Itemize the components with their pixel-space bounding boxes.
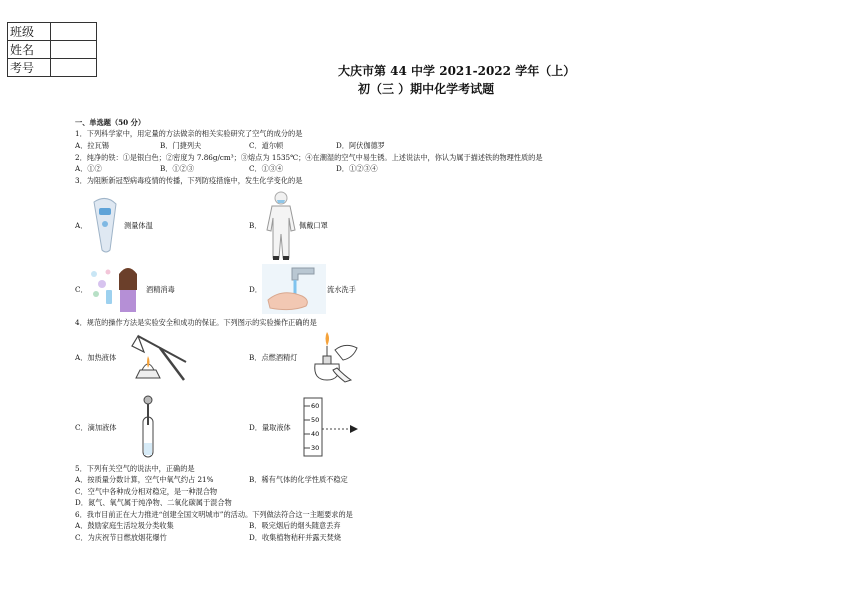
q2-option-a: A．①②	[75, 164, 102, 173]
cylinder-tick-60: 60	[311, 402, 320, 410]
q2-option-b: B．①②③	[160, 164, 195, 173]
info-row	[8, 59, 97, 77]
cylinder-tick-30: 30	[311, 444, 320, 452]
q4-option-a: A．加热液体	[75, 353, 117, 362]
cylinder-tick-40: 40	[311, 430, 320, 438]
alcohol-spray-icon	[86, 264, 144, 314]
q6-option-b: B．吸完烟后的烟头随意丢弃	[249, 521, 341, 530]
protective-suit-icon	[264, 190, 298, 262]
q6-option-c: C．为庆祝节日燃放烟花爆竹	[75, 533, 167, 542]
name-label: 姓名	[8, 41, 51, 59]
exam-number-label: 考号	[8, 59, 51, 77]
q6-option-d: D．收集植物秸秆并露天焚烧	[249, 533, 342, 542]
q2-stem: 2．纯净的铁：①是银白色；②密度为 7.86g/cm³；③熔点为 1535℃；④在潮湿的空气中易生锈。上述说法中，你认为属于描述铁的物理性质的是	[75, 153, 543, 162]
class-label: 班级	[8, 23, 51, 41]
cylinder-tick-50: 50	[311, 416, 320, 424]
q3-option-a-text: 测量体温	[124, 221, 153, 230]
student-info-table	[7, 22, 97, 77]
q1-option-d: D．阿伏伽德罗	[336, 141, 385, 150]
q4-stem: 4．规范的操作方法是实验安全和成功的保证。下列图示的实验操作正确的是	[75, 318, 317, 327]
alcohol-lamp-lighting-illustration	[305, 328, 363, 384]
q3-option-a-letter: A．	[75, 221, 88, 230]
hand-washing-icon	[262, 264, 326, 314]
q3-option-d-text: 流水洗手	[327, 285, 356, 294]
q2-option-d: D．①②③④	[336, 164, 378, 173]
info-row	[8, 23, 97, 41]
q5-option-a: A．按质量分数计算，空气中氧气约占 21%	[75, 475, 214, 484]
forehead-thermometer-icon	[88, 196, 124, 256]
q5-stem: 5．下列有关空气的说法中，正确的是	[75, 464, 195, 473]
q3-stem: 3．为阻断新冠型病毒疫情的传播，下列防疫措施中，发生化学变化的是	[75, 176, 303, 185]
exam-subtitle: 初（三 ）期中化学考试题	[358, 82, 495, 96]
q5-option-b: B．稀有气体的化学性质不稳定	[249, 475, 348, 484]
q4-option-c: C．滴加液体	[75, 423, 117, 432]
heating-liquid-illustration	[124, 328, 204, 386]
q1-stem: 1．下列科学家中，用定量的方法做亲的相关实验研究了空气的成分的是	[75, 129, 303, 138]
q6-option-a: A．鼓励家庭生活垃圾分类收集	[75, 521, 174, 530]
q5-option-c: C．空气中各种成分相对稳定，是一种混合物	[75, 487, 218, 496]
section-heading: 一、单选题（50 分）	[75, 118, 146, 127]
q1-option-b: B．门捷列夫	[160, 141, 202, 150]
q2-option-c: C．①③④	[249, 164, 284, 173]
q4-option-b: B．点燃酒精灯	[249, 353, 298, 362]
name-field[interactable]	[51, 41, 97, 59]
q5-option-d: D．氮气、氧气属于纯净物、二氧化碳属于混合物	[75, 498, 232, 507]
exam-number-field[interactable]	[51, 59, 97, 77]
q3-option-b-text: 佩戴口罩	[299, 221, 328, 230]
exam-title: 大庆市第 44 中学 2021-2022 学年（上）	[338, 64, 576, 78]
graduated-cylinder-illustration	[298, 396, 360, 458]
class-field[interactable]	[51, 23, 97, 41]
q6-stem: 6．我市目前正在大力推进“创建全国文明城市”的活动。下列做法符合这一主题要求的是	[75, 510, 353, 519]
info-row	[8, 41, 97, 59]
q1-option-c: C．道尔顿	[249, 141, 284, 150]
dropper-test-tube-illustration	[136, 395, 160, 461]
q3-option-b-letter: B．	[249, 221, 262, 230]
q3-option-d-letter: D．	[249, 285, 262, 294]
q3-option-c-letter: C．	[75, 285, 88, 294]
q1-option-a: A．拉瓦锡	[75, 141, 109, 150]
q4-option-d: D．量取液体	[249, 423, 291, 432]
q3-option-c-text: 酒精消毒	[146, 285, 175, 294]
